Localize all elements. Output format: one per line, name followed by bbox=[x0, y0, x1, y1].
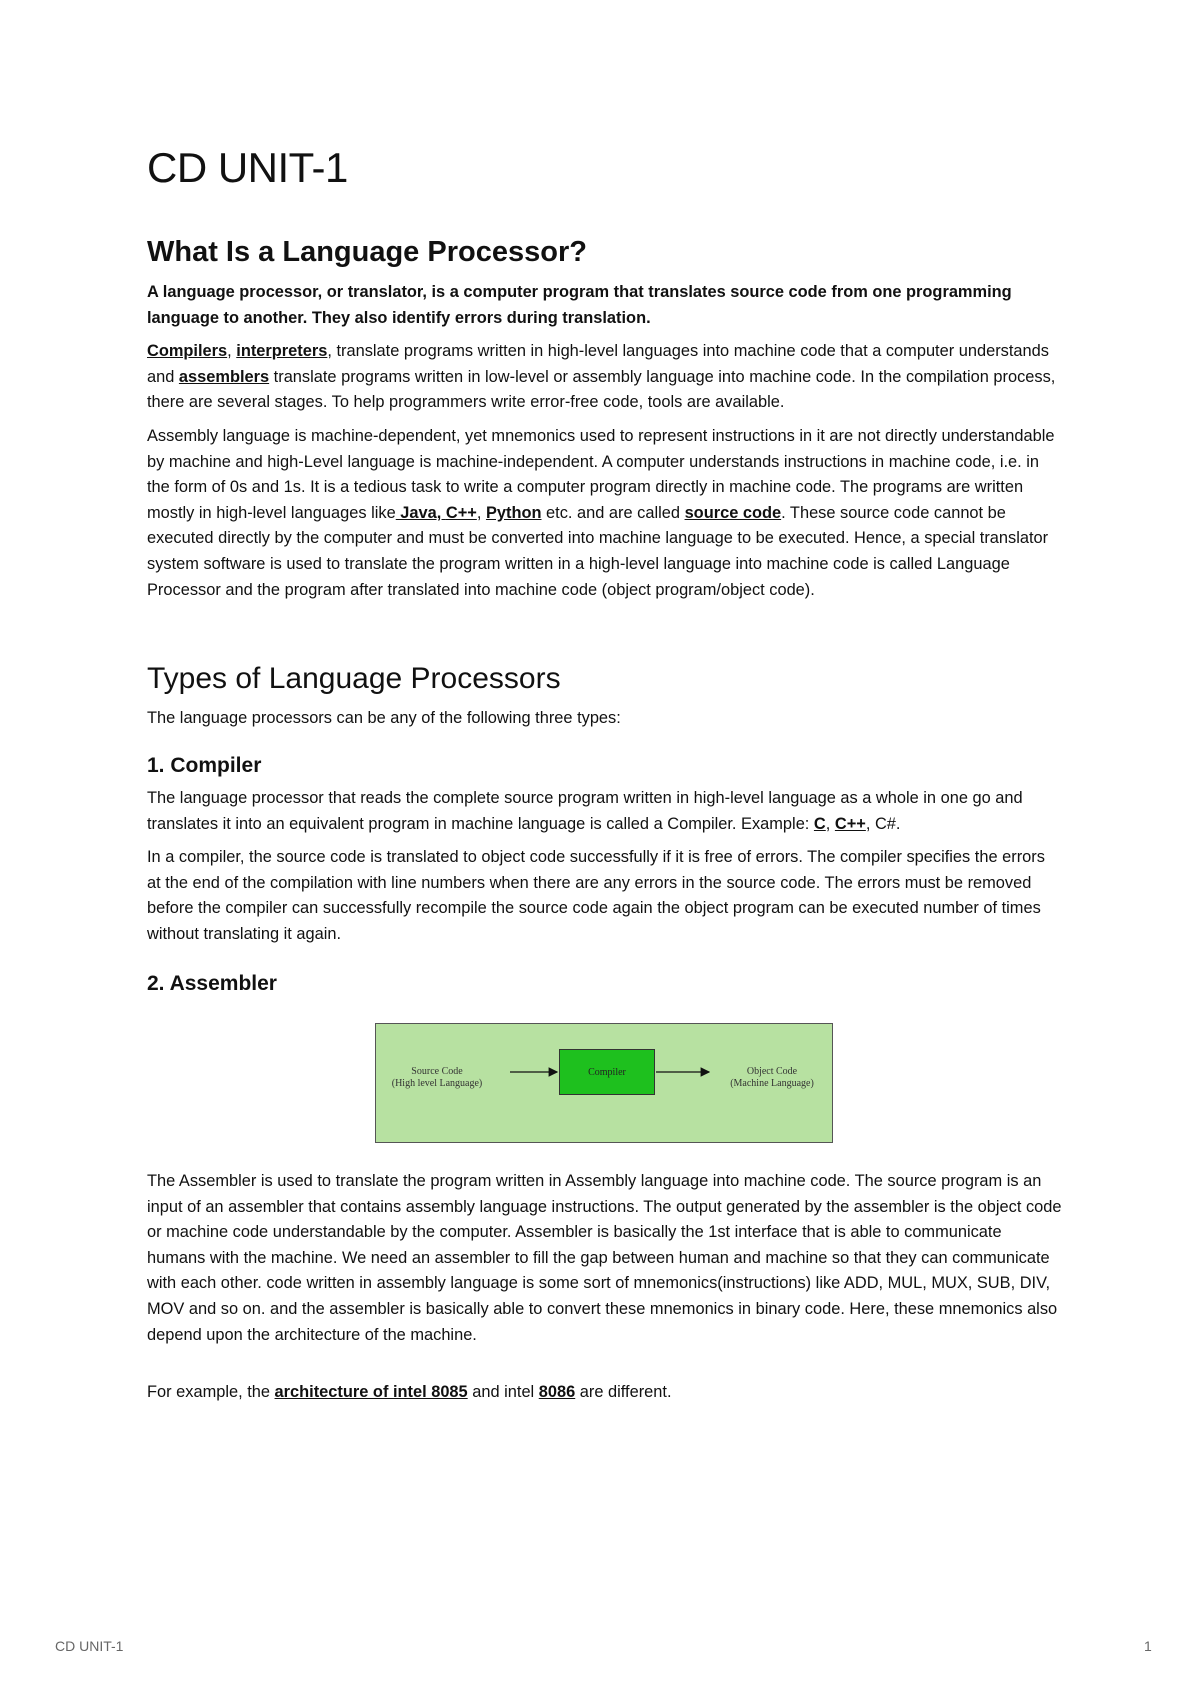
intro-paragraph: A language processor, or translator, is a computer program that translates source code from one programming language to another. They also identify errors during translation. bbox=[147, 283, 1012, 327]
link-cpp[interactable]: C++ bbox=[445, 503, 477, 522]
text-fragment: Assembly language is machine-dependent, yet mnemonics used to represent instructions in it are not directly understandable by machine and high-Level language is machine-independent. A computer understands instructions in machine code, i.e. in the form of 0s and 1s. It is a tedious task to write a computer program directly in machine code. The programs are written mostly in high-level languages like bbox=[147, 427, 1055, 522]
diagram-source-line2: (High level Language) bbox=[391, 1078, 483, 1089]
link-architecture-8085[interactable]: architecture of intel 8085 bbox=[274, 1383, 468, 1401]
text-fragment: , bbox=[227, 342, 237, 360]
link-compilers[interactable]: Compilers bbox=[147, 342, 228, 360]
diagram-object-line1: Object Code bbox=[746, 1066, 798, 1077]
link-assemblers[interactable]: assemblers bbox=[178, 367, 270, 386]
text-fragment: The language processor that reads the complete source program written in high-level language as a whole in one go and translates it into an equivalent program in machine language is called a Compiler. Example: bbox=[147, 789, 1023, 833]
heading-compiler: 1. Compiler bbox=[147, 754, 262, 777]
text-fragment: , C#. bbox=[865, 814, 901, 833]
text-fragment: , translate programs written in high-level languages into machine code that a computer understands and bbox=[147, 342, 1049, 386]
compiler-diagram bbox=[375, 1023, 833, 1143]
footer-title: CD UNIT-1 bbox=[55, 1638, 124, 1654]
text-fragment: For example, the bbox=[147, 1383, 275, 1401]
paragraph-compiler-definition bbox=[147, 786, 1062, 837]
page-number: 1 bbox=[1144, 1638, 1152, 1654]
page-title: CD UNIT-1 bbox=[147, 144, 348, 191]
heading-assembler: 2. Assembler bbox=[147, 972, 277, 995]
link-8086[interactable]: 8086 bbox=[538, 1383, 576, 1401]
link-python[interactable]: Python bbox=[485, 503, 542, 522]
link-cpp-compiler[interactable]: C++ bbox=[834, 814, 866, 833]
text-fragment: translate programs written in low-level or assembly language into machine code. In the compilation process, there are several stages. To help programmers write error-free code, tools are available. bbox=[147, 367, 1056, 412]
paragraph-compilers bbox=[147, 339, 1062, 416]
text-fragment: and intel bbox=[467, 1383, 539, 1401]
section-heading-types: Types of Language Processors bbox=[147, 662, 561, 695]
diagram-compiler-box: Compiler bbox=[559, 1049, 655, 1095]
section-heading-language-processor: What Is a Language Processor? bbox=[147, 236, 587, 268]
text-fragment: etc. and are called bbox=[541, 503, 685, 522]
text-fragment: , bbox=[825, 814, 835, 833]
link-java[interactable]: Java, bbox=[395, 503, 446, 522]
link-interpreters[interactable]: interpreters bbox=[236, 342, 328, 360]
paragraph-assembler: The Assembler is used to translate the program written in Assembly language into machine code. The source program is an input of an assembler that contains assembly language instructions. The output generated by the assembler is the object code or machine code understandable by the computer. Assembler is basically the 1st interface that is able to communicate humans with the machine. We need an assembler to fill the gap between human and machine so that they can communicate with each other. code written in assembly language is some sort of mnemonics(instructions) like ADD, MUL, MUX, SUB, DIV, MOV and so on. and the assembler is basically able to convert these mnemonics in binary code. Here, these mnemonics also depend upon the architecture of the machine. bbox=[147, 1172, 1062, 1344]
link-source-code[interactable]: source code bbox=[684, 503, 782, 522]
paragraph-assembly-language bbox=[147, 424, 1062, 603]
link-c[interactable]: C bbox=[813, 814, 826, 833]
paragraph-assembler-example bbox=[147, 1380, 1062, 1406]
text-fragment: , bbox=[476, 503, 486, 522]
text-fragment: are different. bbox=[575, 1383, 672, 1401]
diagram-object-label bbox=[716, 1066, 828, 1090]
paragraph-compiler-errors: In a compiler, the source code is translated to object code successfully if it is free of errors. The compiler specifies the errors at the end of the compilation with line numbers when there are any errors in the source code. The errors must be removed before the compiler can successfully recompile the source code again the object program can be executed number of times without translating it again. bbox=[147, 848, 1045, 943]
diagram-source-line1: Source Code bbox=[411, 1066, 463, 1077]
diagram-object-line2: (Machine Language) bbox=[730, 1078, 814, 1089]
types-intro: The language processors can be any of the following three types: bbox=[147, 709, 621, 727]
text-fragment: . These source code cannot be executed directly by the computer and must be converted into machine language to be executed. Hence, a special translator system software is used to translate the program written in a high-level language into machine code is called Language Processor and the program after translated into machine code (object program/object code). bbox=[147, 503, 1049, 599]
